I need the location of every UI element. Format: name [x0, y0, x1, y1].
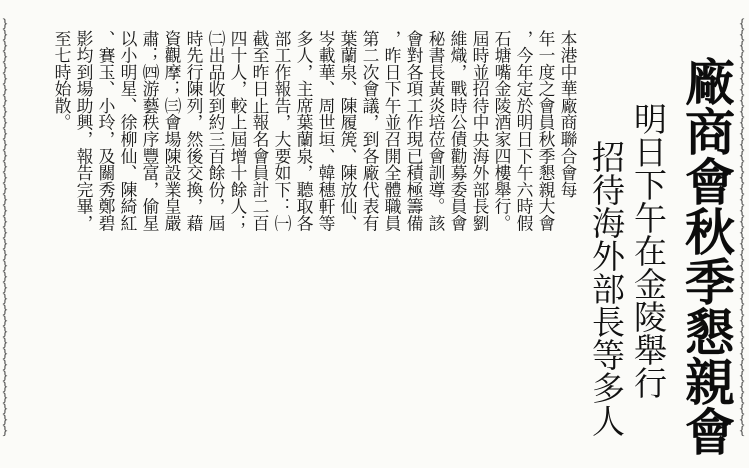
body-column-12: 岑載華、周世垣、韓穗軒等 — [316, 30, 336, 232]
body-column-3: ，今年定於明日下午六時假 — [514, 30, 534, 232]
subheadline-2: 招待海外部長等多人 — [587, 140, 626, 437]
body-column-24: 至七時始散。 — [52, 30, 72, 131]
subheadline-1: 明日下午在金陵舉行 — [629, 102, 668, 399]
body-column-5: 屆時並招待中央海外部長劉 — [470, 30, 490, 232]
body-column-14: 部工作報告，大要如下：㈠ — [272, 30, 292, 232]
body-column-17: ㈡出品收到約三百餘份，屆 — [206, 30, 226, 232]
body-column-11: 葉蘭泉、陳履箎、陳放仙、 — [338, 30, 358, 232]
body-column-23: 影均到場助興，報告完畢， — [74, 30, 94, 232]
body-column-21: 以小明星、徐柳仙、陳綺紅 — [118, 30, 138, 232]
body-column-22: 、賽玉、小玲，及關秀鄭碧 — [96, 30, 116, 232]
headline: 廠商會秋季懇親會 — [677, 56, 735, 456]
body-column-20: 肅；㈣游藝秩序豐富，偷星 — [140, 30, 160, 232]
body-column-9: ，昨日下午並召開全體職員 — [382, 30, 402, 232]
body-column-19: 資觀摩；㈢會場陳設業皇嚴 — [162, 30, 182, 232]
right-cut-edge: { { { { { { { { { { { { { { { { { { { { { { { { { { { { { { { { { { { { { { — [738, 18, 746, 437]
body-column-18: 時先行陳列，然後交換，藉 — [184, 30, 204, 232]
body-column-7: 秘書長黃炎培莅會訓導。該 — [426, 30, 446, 232]
body-column-8: 會對各項工作現已積極籌備 — [404, 30, 424, 232]
body-column-10: 第二次會議，到各廠代表有 — [360, 30, 380, 232]
body-column-1: 本港中華廠商聯合會每 — [558, 30, 578, 198]
body-column-4: 石塘嘴金陵酒家四樓舉行。 — [492, 30, 512, 232]
left-cut-edge: } } } } } } } } } } } } } } } } } } } } } } } } } } } } } } } } } } } } } } — [1, 18, 9, 437]
body-column-15: 截至昨日止報名會員計二百 — [250, 30, 270, 232]
body-column-6: 維熾，戰時公債勸募委員會 — [448, 30, 468, 232]
body-column-13: 多人，主席葉蘭泉，聽取各 — [294, 30, 314, 232]
body-column-2: 年一度之會員秋季懇親大會 — [536, 30, 556, 232]
body-column-16: 四十人，較上屆增十餘人； — [228, 30, 248, 232]
